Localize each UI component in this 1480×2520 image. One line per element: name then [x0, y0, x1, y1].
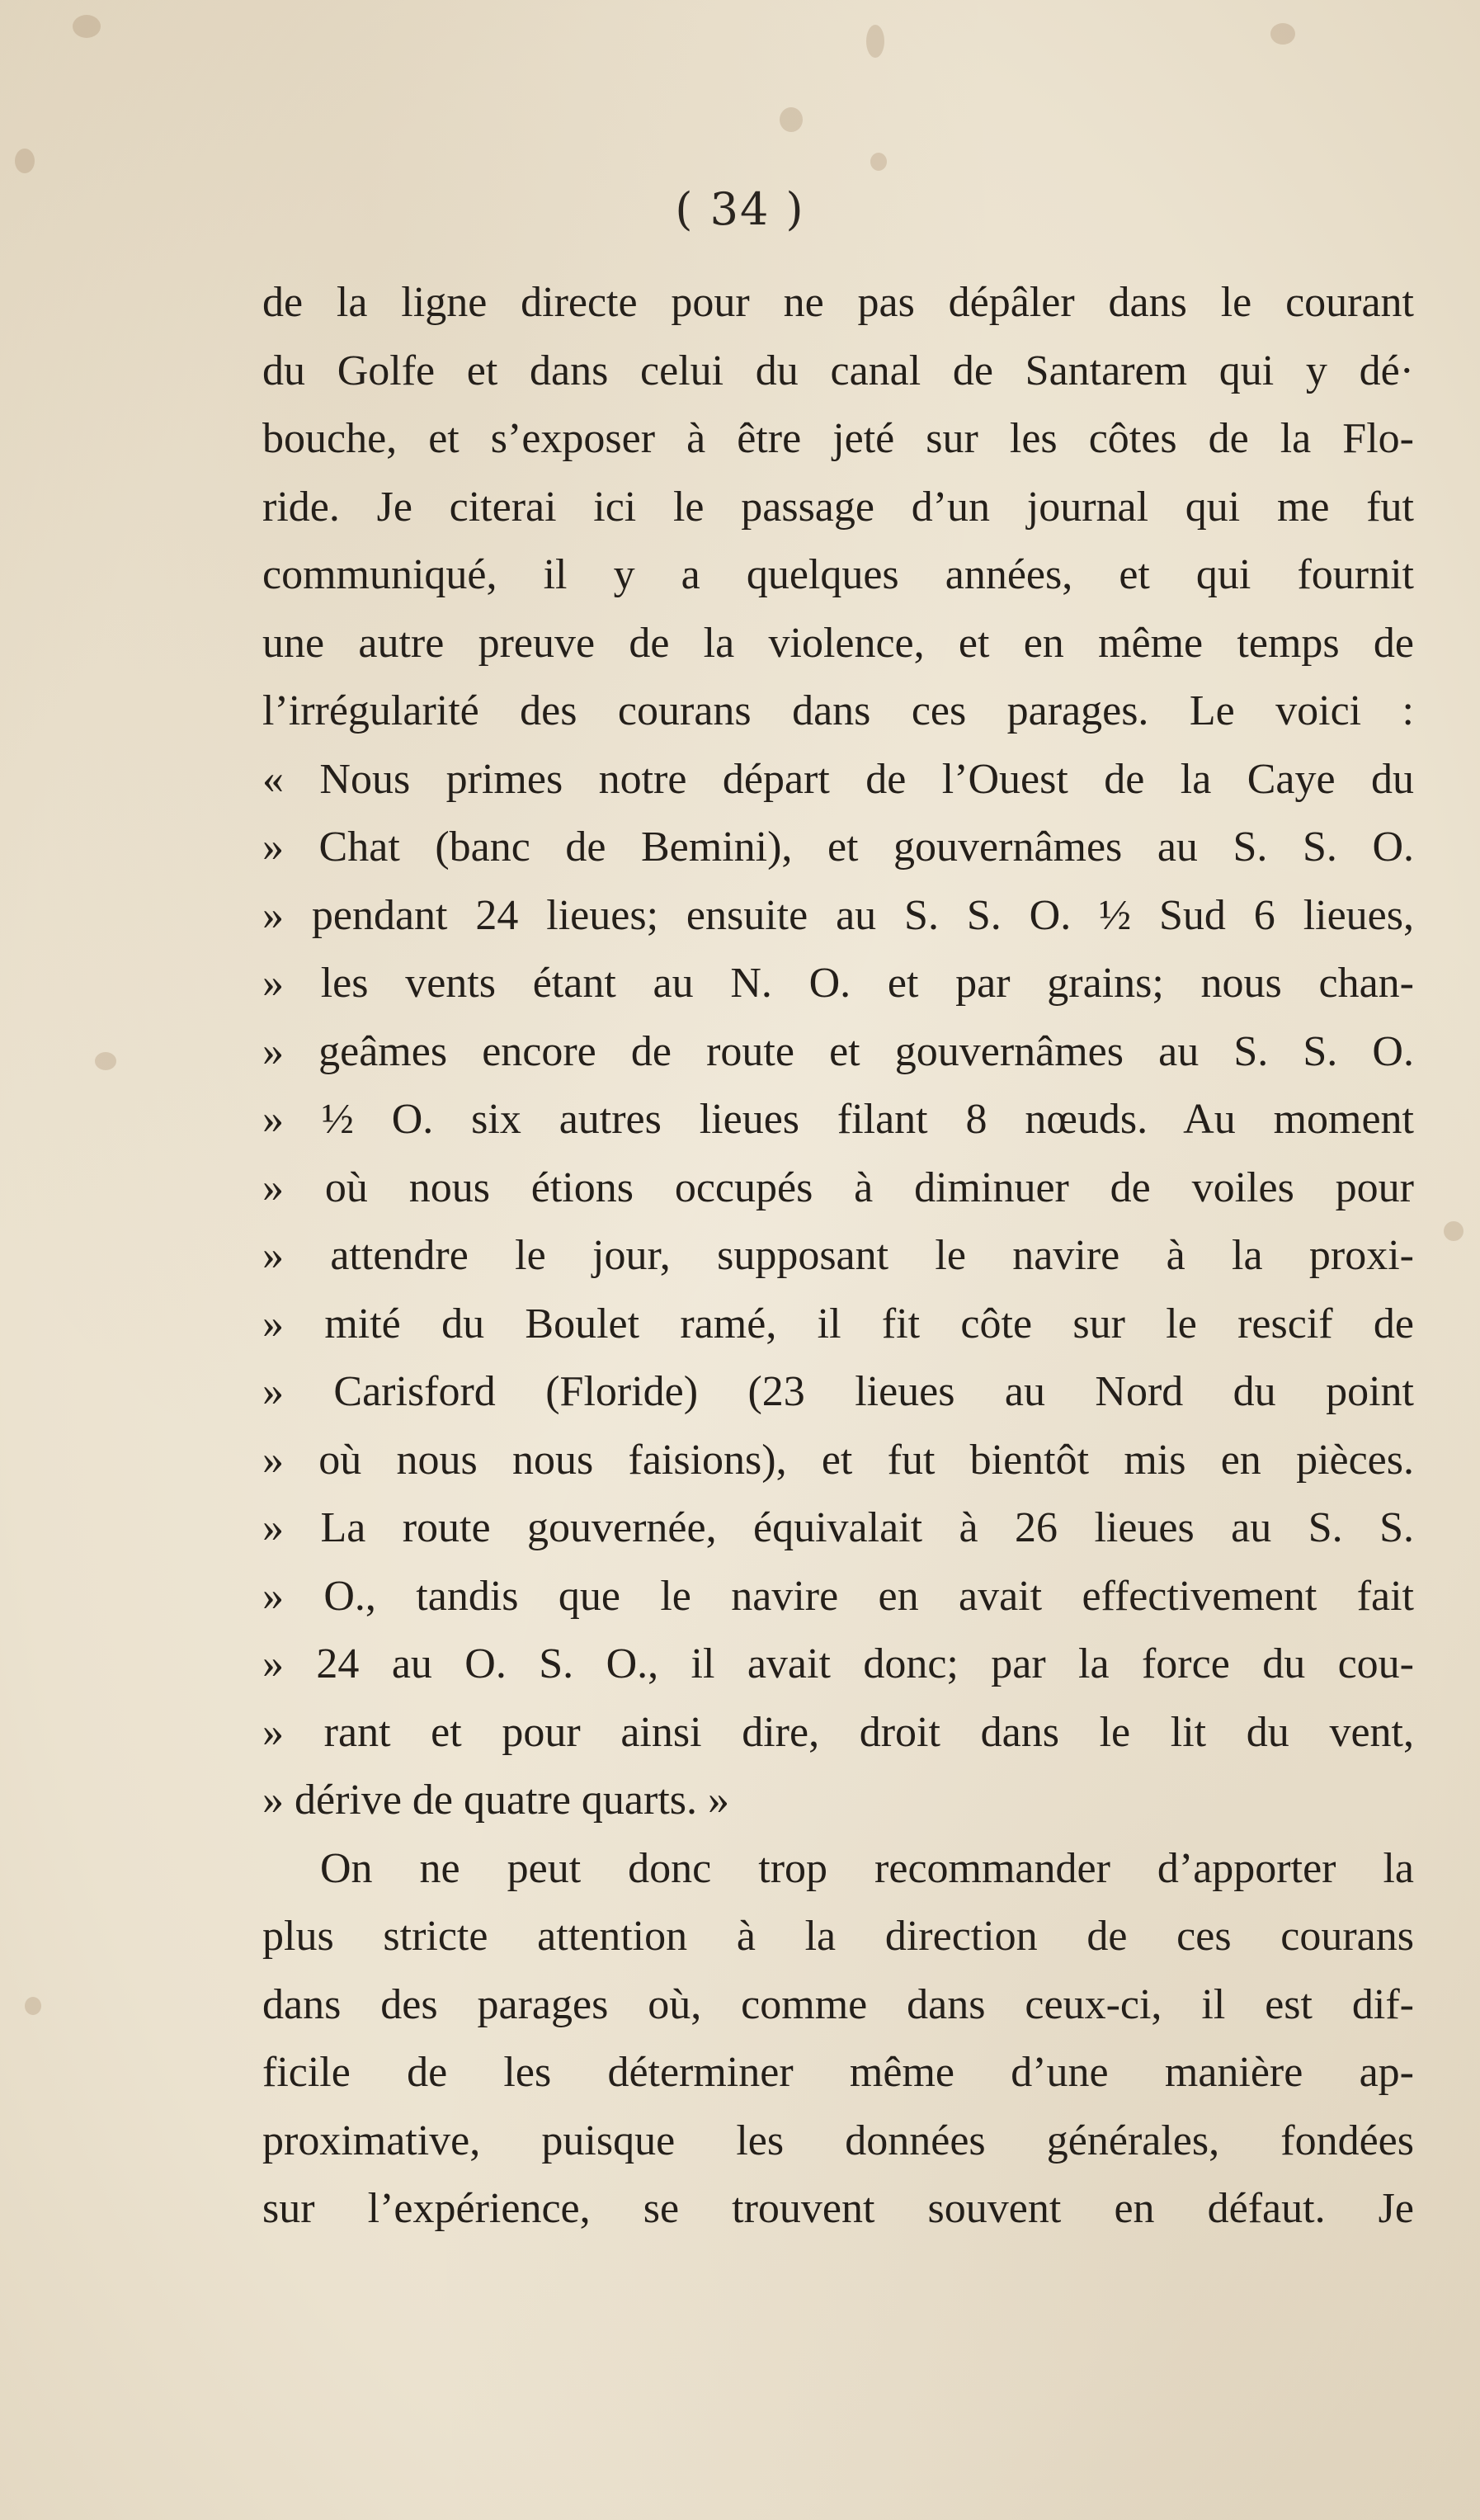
text-line: bouche, et s’exposer à être jeté sur les côtes de la Flo-	[262, 415, 1414, 462]
foxing-spot	[15, 149, 35, 173]
foxing-spot	[25, 1997, 41, 2015]
quote-line: » les vents étant au N. O. et par grains; nous chan-	[262, 960, 1414, 1007]
text-line: On ne peut donc trop recommander d’apporter la	[320, 1844, 1414, 1892]
quote-line: » dérive de quatre quarts. »	[262, 1777, 730, 1824]
foxing-spot	[780, 107, 803, 132]
foxing-spot	[95, 1052, 116, 1070]
quote-line: » geâmes encore de route et gouvernâmes au S. S. O.	[262, 1027, 1414, 1075]
quote-line: » attendre le jour, supposant le navire à la proxi-	[262, 1232, 1414, 1279]
foxing-spot	[866, 25, 884, 58]
text-line: de la ligne directe pour ne pas dépâler dans le courant	[262, 279, 1414, 326]
text-line: dans des parages où, comme dans ceux-ci, il est dif-	[262, 1980, 1414, 2028]
text-line: communiqué, il y a quelques années, et qui fournit	[262, 551, 1414, 598]
quote-line: » pendant 24 lieues; ensuite au S. S. O. ½ Sud 6 lieues,	[262, 891, 1414, 939]
text-line: sur l’expérience, se trouvent souvent en défaut. Je	[262, 2185, 1414, 2232]
text-line: une autre preuve de la violence, et en même temps de	[262, 619, 1414, 667]
text-line: l’irrégularité des courans dans ces parages. Le voici :	[262, 687, 1414, 734]
text-line: proximative, puisque les données générales, fondées	[262, 2117, 1414, 2164]
text-line: plus stricte attention à la direction de ces courans	[262, 1913, 1414, 1960]
text-line: ficile de les déterminer même d’une manière ap-	[262, 2049, 1414, 2096]
foxing-spot	[73, 15, 101, 38]
quote-line: » ½ O. six autres lieues filant 8 nœuds. Au moment	[262, 1096, 1414, 1143]
text-line: ride. Je citerai ici le passage d’un journal qui me fut	[262, 483, 1414, 531]
body-text	[262, 269, 1414, 2244]
foxing-spot	[1270, 23, 1295, 45]
quote-line: » rant et pour ainsi dire, droit dans le lit du vent,	[262, 1708, 1414, 1756]
quote-line: » O., tandis que le navire en avait effectivement fait	[262, 1572, 1414, 1620]
quote-line: » où nous étions occupés à diminuer de voiles pour	[262, 1163, 1414, 1211]
quote-line: » 24 au O. S. O., il avait donc; par la force du cou-	[262, 1640, 1414, 1687]
page-number: ( 34 )	[675, 183, 805, 235]
quote-line: » où nous nous faisions), et fut bientôt mis en pièces.	[262, 1436, 1414, 1484]
quote-line: « Nous primes notre départ de l’Ouest de la Caye du	[262, 755, 1414, 803]
text-line: du Golfe et dans celui du canal de Santarem qui y dé·	[262, 347, 1414, 394]
quote-line: » Chat (banc de Bemini), et gouvernâmes au S. S. O.	[262, 823, 1414, 871]
foxing-spot	[870, 153, 887, 171]
foxing-spot	[1444, 1221, 1464, 1241]
quote-line: » Carisford (Floride) (23 lieues au Nord du point	[262, 1368, 1414, 1415]
quote-line: » La route gouvernée, équivalait à 26 lieues au S. S.	[262, 1504, 1414, 1551]
quote-line: » mité du Boulet ramé, il fit côte sur le rescif de	[262, 1300, 1414, 1347]
